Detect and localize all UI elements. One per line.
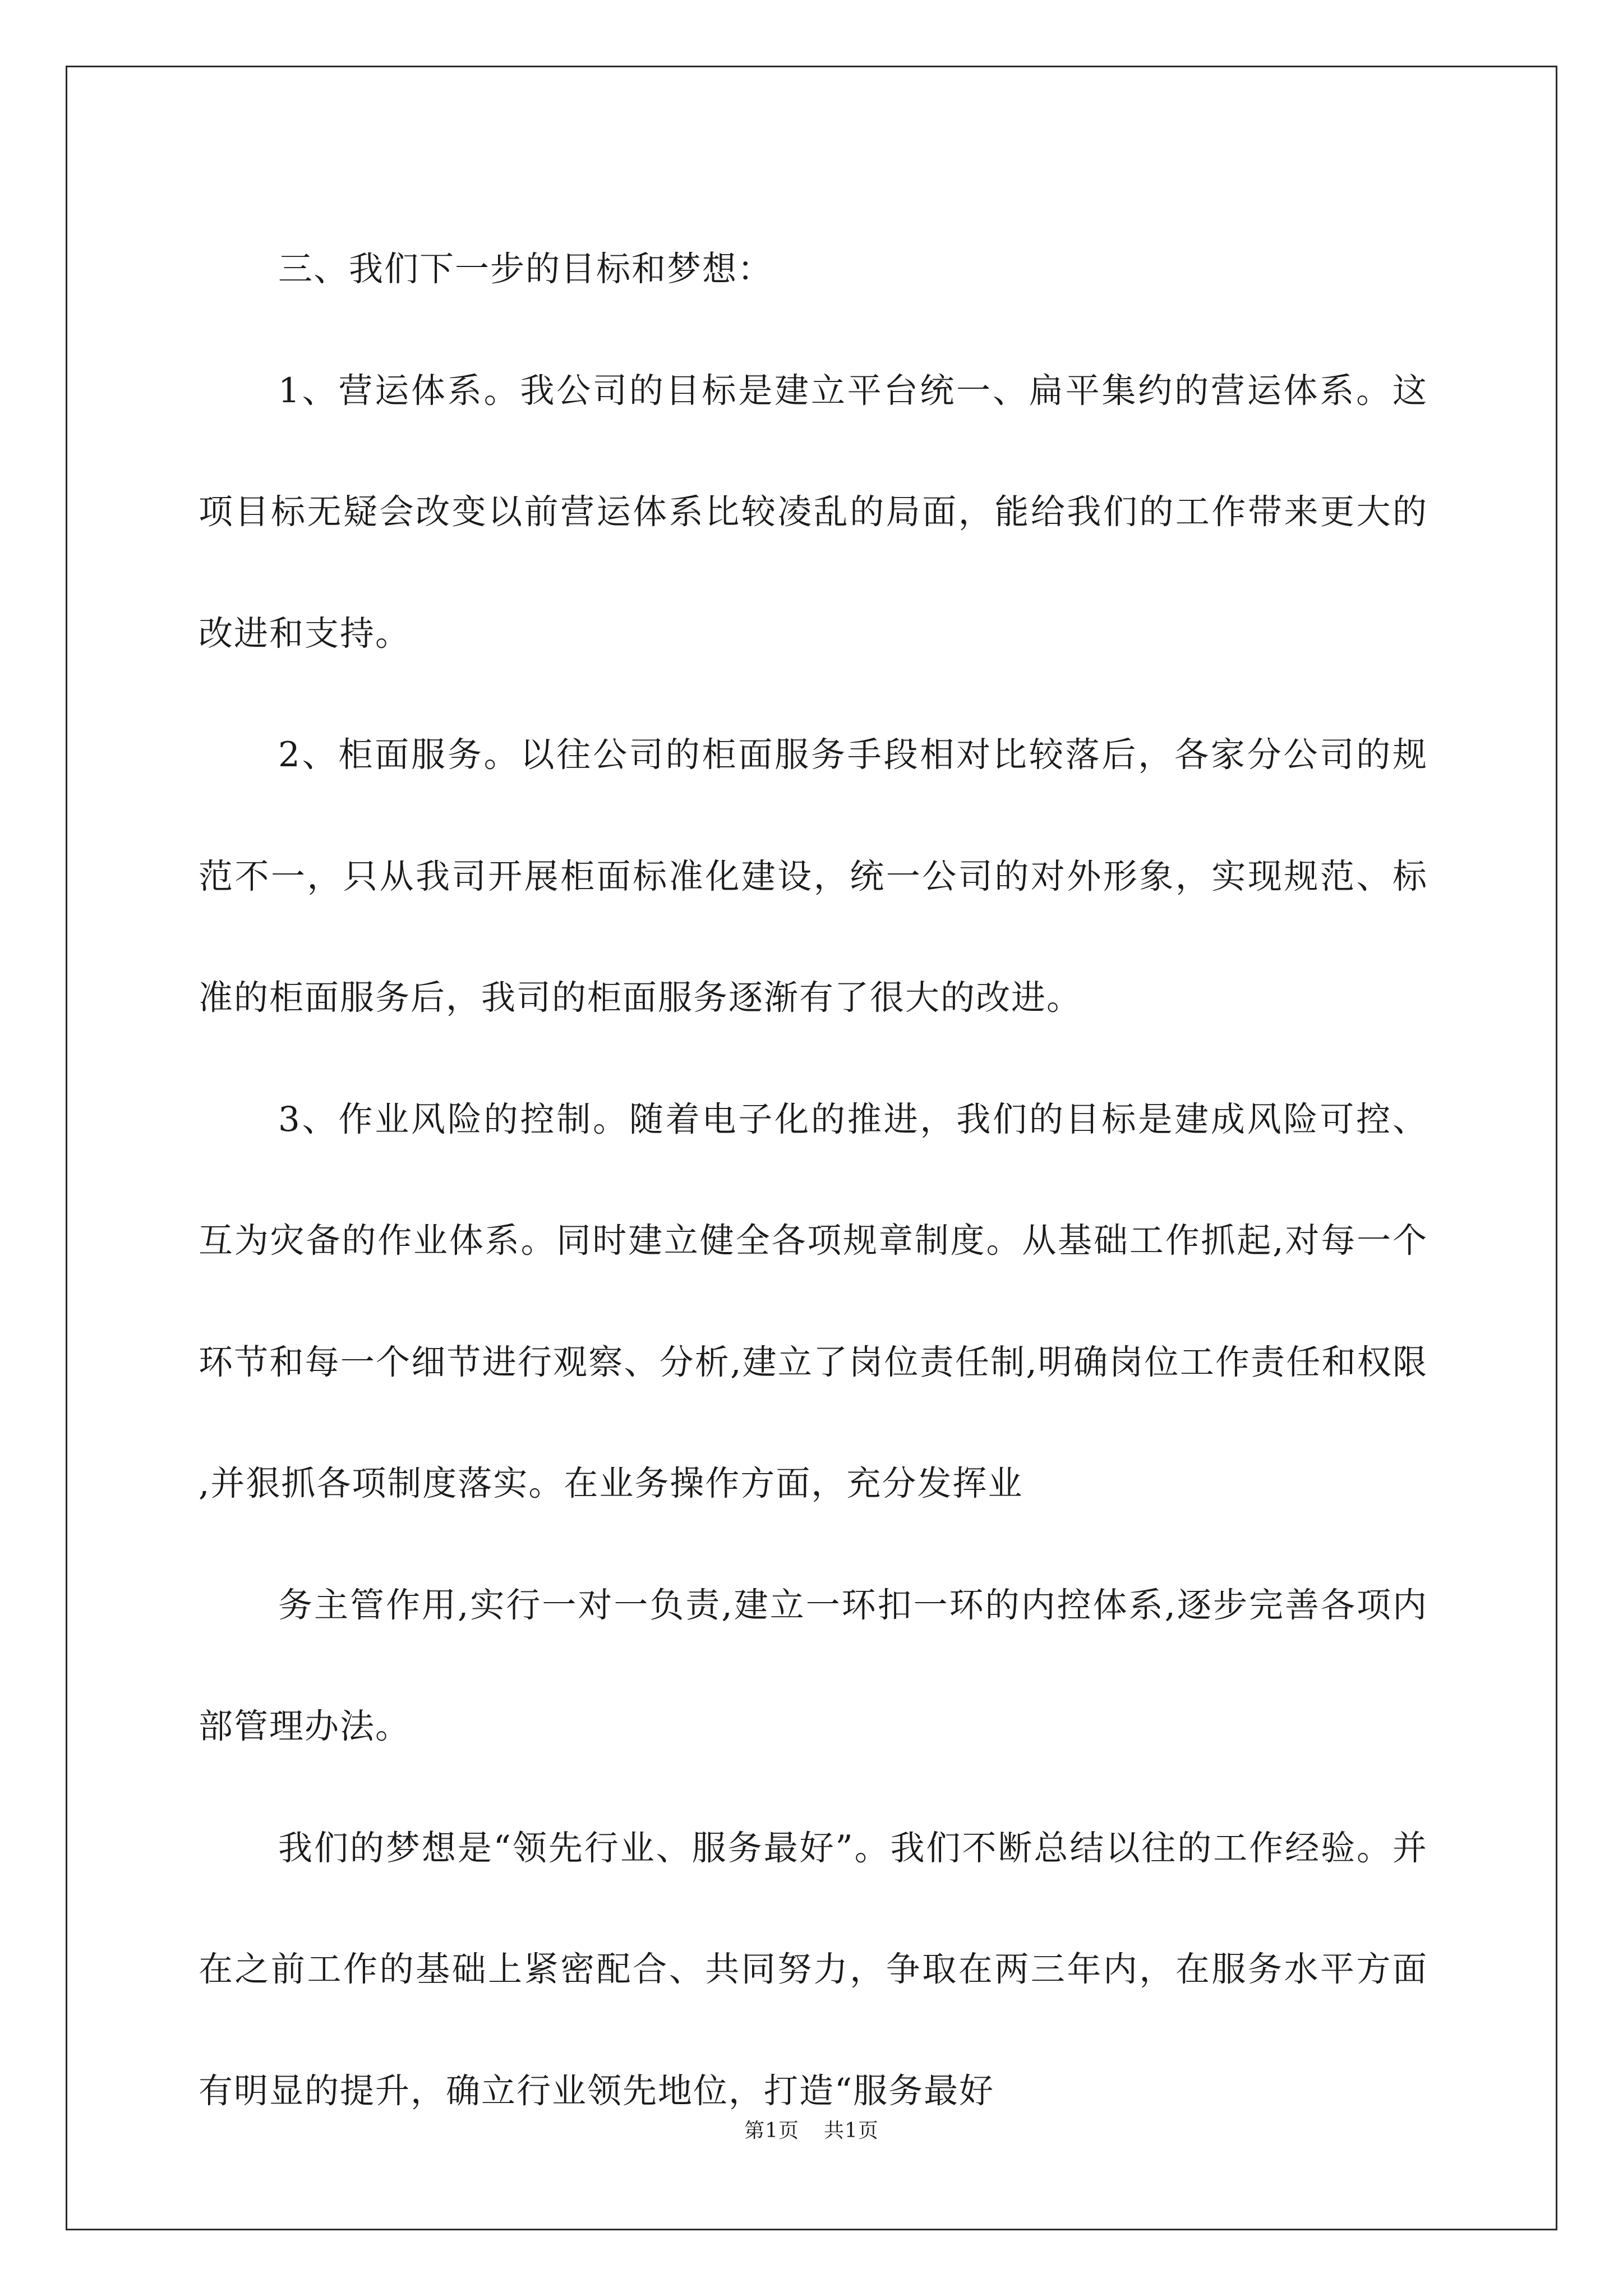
section-heading: 三、我们下一步的目标和梦想：	[278, 249, 773, 289]
paragraph-dream: 我们的梦想是“领先行业、服务最好”。我们不断总结以往的工作经验。并在之前工作的基础上紧密配合、共同努力，争取在两三年内，在服务水平方面有明显的提升，确立行业领先地位，打造“服务最好	[199, 1828, 1428, 2111]
paragraph-counter-service: 2、柜面服务。以往公司的柜面服务手段相对比较落后，各家分公司的规范不一，只从我司开展柜面标准化建设，统一公司的对外形象，实现规范、标准的柜面服务后，我司的柜面服务逐渐有了很大的改进。	[199, 735, 1428, 1018]
page-number-current: 第1页	[744, 2119, 799, 2142]
document-body	[199, 209, 1428, 2152]
paragraph-operations-system: 1、营运体系。我公司的目标是建立平台统一、扁平集约的营运体系。这项目标无疑会改变以前营运体系比较凌乱的局面，能给我们的工作带来更大的改进和支持。	[199, 370, 1428, 654]
paragraph-business-supervisor: 务主管作用,实行一对一负责,建立一环扣一环的内控体系,逐步完善各项内部管理办法。	[199, 1585, 1428, 1746]
page-footer	[0, 2115, 1623, 2143]
paragraph-risk-control: 3、作业风险的控制。随着电子化的推进，我们的目标是建成风险可控、互为灾备的作业体系。同时建立健全各项规章制度。从基础工作抓起,对每一个环节和每一个细节进行观察、分析,建立了岗位责任制,明确岗位工作责任和权限,并狠抓各项制度落实。在业务操作方面，充分发挥业	[199, 1099, 1428, 1503]
page-number-total: 共1页	[824, 2119, 879, 2142]
